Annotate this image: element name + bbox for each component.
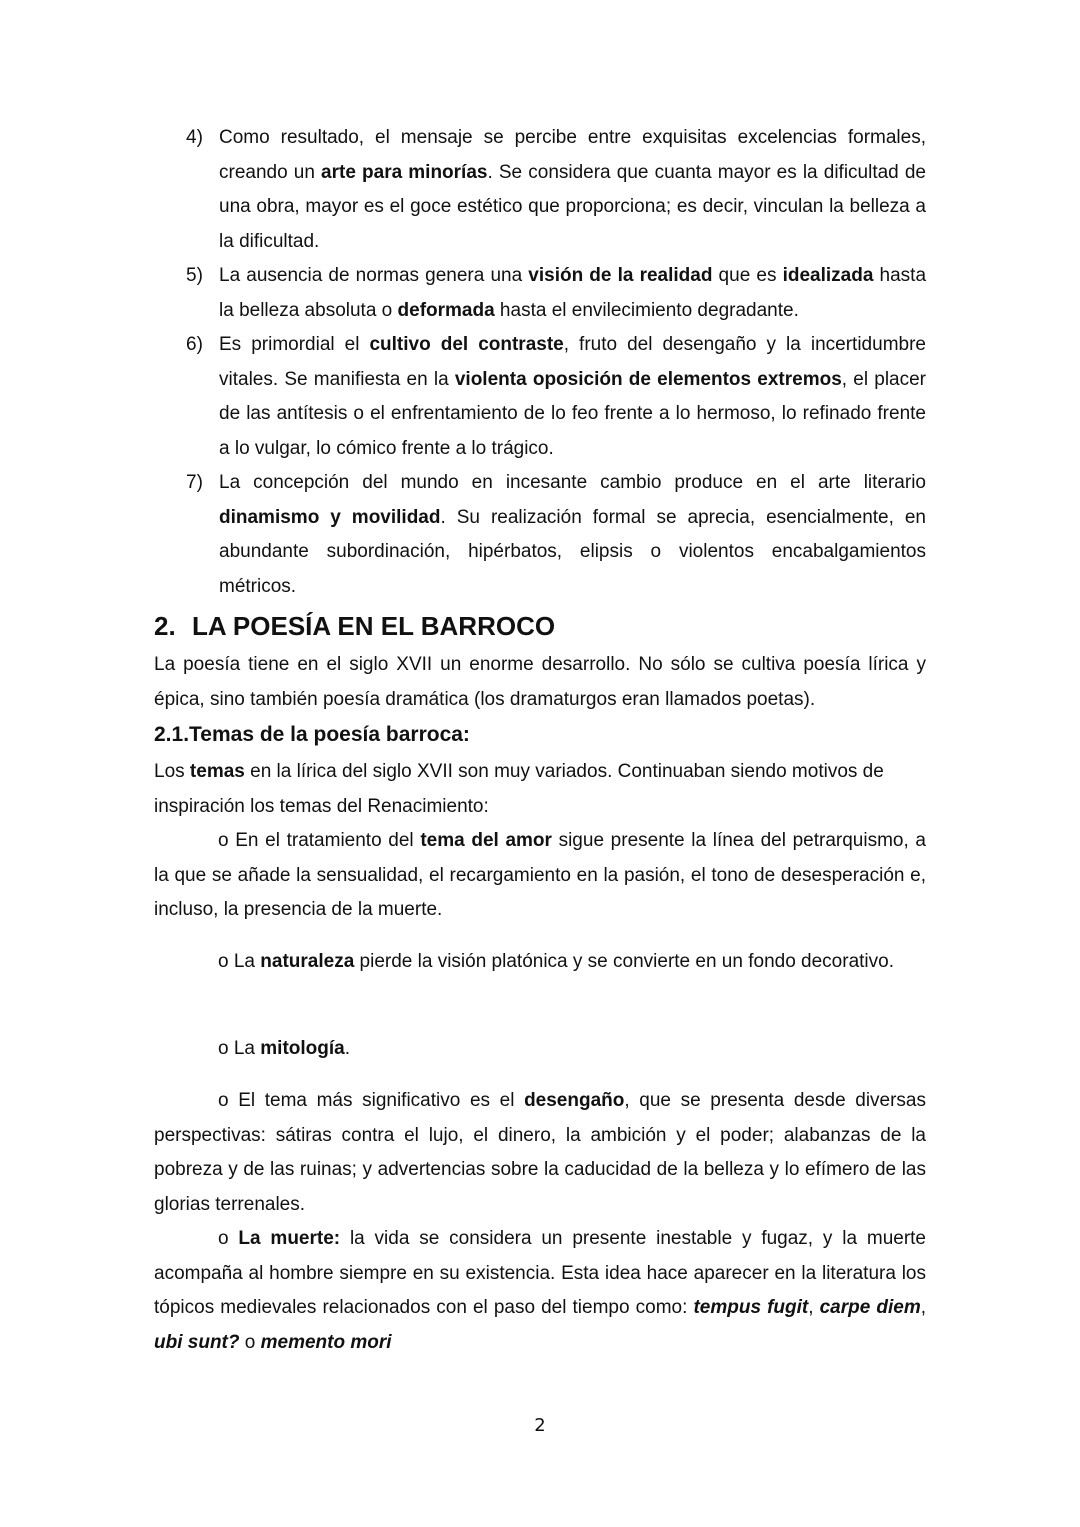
intro-paragraph: La poesía tiene en el siglo XVII un enorme desarrollo. No sólo se cultiva poesía lírica y épica, sino también poesía dramática (los dramaturgos eran llamados poetas). xyxy=(154,654,926,710)
list-item-number: 5) xyxy=(186,265,203,286)
text-run: o xyxy=(239,1331,261,1353)
emphasis-text: carpe diem xyxy=(819,1297,921,1318)
list-item-text xyxy=(219,334,926,459)
text-run: pierde la visión platónica y se convierte en un fondo decorativo. xyxy=(354,951,894,972)
bold-text: mitología xyxy=(260,1038,345,1059)
bullet-text xyxy=(154,830,926,920)
list-item xyxy=(186,259,926,328)
list-item-number: 4) xyxy=(186,127,203,148)
bullet-paragraph-muerte xyxy=(154,1222,926,1360)
text-run: , fruto del desengaño y la incertidumbre vitales. Se manifiesta en la xyxy=(219,334,926,390)
text-run: Como resultado, el mensaje se percibe entre exquisitas excelencias formales, creando un xyxy=(219,127,926,183)
bullet-marker: o xyxy=(218,1038,229,1059)
text-run: sigue presente la línea del petrarquismo, a la que se añade la sensualidad, el recargamiento en la pasión, el tono de desesperación e, incluso, la presencia de la muerte. xyxy=(154,830,926,920)
emphasis-text: memento mori xyxy=(260,1331,392,1353)
bullet-paragraph-amor xyxy=(154,824,926,928)
list-item xyxy=(186,328,926,466)
text-run: que es xyxy=(712,265,783,286)
bullet-paragraph-naturaleza xyxy=(154,945,926,980)
bold-text: dinamismo y movilidad xyxy=(219,506,441,528)
bold-text: tema del amor xyxy=(420,830,552,851)
bold-text: cultivo del contraste xyxy=(369,334,564,355)
bullet-marker: o xyxy=(218,951,229,972)
text-run: La xyxy=(228,1038,261,1059)
text-run: Los xyxy=(154,761,190,782)
bold-text: temas xyxy=(189,761,245,782)
text-run: la vida se considera un presente inestable y fugaz, y la muerte acompaña al hombre siempre en su existencia. Esta idea hace aparecer en la literatura los tópicos medievales relacionados con el paso del tiempo como: xyxy=(154,1228,927,1318)
text-run: , que se presenta desde diversas perspectivas: sátiras contra el lujo, el dinero, la ambición y el poder; alabanzas de la pobreza y de las ruinas; y advertencias sobre la caducidad de la belleza y lo efímero de las glorias terrenales. xyxy=(154,1090,927,1215)
emphasis-text: ubi sunt? xyxy=(154,1331,240,1353)
bold-text: naturaleza xyxy=(260,951,355,972)
text-run: en la lírica del siglo XVII son muy variados. Continuaban siendo motivos de inspiración los temas del Renacimiento: xyxy=(154,761,884,817)
text-run: . xyxy=(344,1038,351,1059)
text-run: , xyxy=(920,1297,927,1318)
section-heading xyxy=(154,608,934,644)
subsection-heading: 2.1.Temas de la poesía barroca: xyxy=(154,723,470,746)
list-item-number: 7) xyxy=(186,472,203,493)
bullet-text xyxy=(229,951,894,972)
page-number: 2 xyxy=(534,1415,546,1436)
bold-text: idealizada xyxy=(782,265,874,286)
bullet-paragraph-desengano xyxy=(154,1084,926,1222)
bold-text: violenta oposición de elementos extremos xyxy=(454,368,842,390)
bold-text: desengaño xyxy=(524,1090,625,1111)
list-item xyxy=(186,466,926,604)
bold-text: arte para minorías xyxy=(321,161,488,183)
bullet-text xyxy=(154,1090,926,1215)
list-item-number: 6) xyxy=(186,334,203,355)
bullet-marker: o xyxy=(218,1228,229,1249)
bullet-text xyxy=(229,1038,350,1059)
text-run: . Su realización formal se aprecia, esencialmente, en abundante subordinación, hipérbatos, elipsis o violentos encabalgamientos métricos. xyxy=(219,506,926,597)
text-run: , el placer de las antítesis o el enfrentamiento de lo feo frente a lo hermoso, lo refinado frente a lo vulgar, lo cómico frente a lo trágico. xyxy=(219,368,926,459)
text-run: hasta el envilecimiento degradante. xyxy=(494,299,799,321)
text-run: hasta la belleza absoluta o xyxy=(219,265,927,321)
text-run: La concepción del mundo en incesante cambio produce en el arte literario xyxy=(219,472,926,493)
emphasis-text: tempus fugit xyxy=(693,1297,809,1318)
text-run: La ausencia de normas genera una xyxy=(219,265,529,286)
bold-text: deformada xyxy=(397,299,495,321)
list-item xyxy=(186,121,926,259)
text-run: En el tratamiento del xyxy=(228,830,421,851)
numbered-list xyxy=(186,121,926,604)
list-item-text xyxy=(219,265,926,321)
section-heading-title: LA POESÍA EN EL BARROCO xyxy=(192,611,556,641)
bullet-text xyxy=(154,1228,926,1353)
text-run: La xyxy=(228,951,261,972)
text-run: . Se considera que cuanta mayor es la dificultad de una obra, mayor es el goce estético que proporciona; es decir, vinculan la belleza a la dificultad. xyxy=(219,161,926,252)
list-item-text xyxy=(219,472,926,597)
text-run xyxy=(229,1228,239,1249)
bullet-marker: o xyxy=(218,1090,229,1111)
text-run: El tema más significativo es el xyxy=(228,1090,525,1111)
bold-text: visión de la realidad xyxy=(528,265,713,286)
section-heading-number: 2. xyxy=(154,611,176,641)
list-item-text xyxy=(219,127,926,252)
bold-text: La muerte: xyxy=(238,1228,341,1249)
bullet-paragraph-mitologia xyxy=(154,1032,926,1067)
bullet-marker: o xyxy=(218,830,229,851)
text-run: , xyxy=(808,1297,820,1318)
text-run: Es primordial el xyxy=(219,334,370,355)
temas-paragraph xyxy=(154,755,926,824)
